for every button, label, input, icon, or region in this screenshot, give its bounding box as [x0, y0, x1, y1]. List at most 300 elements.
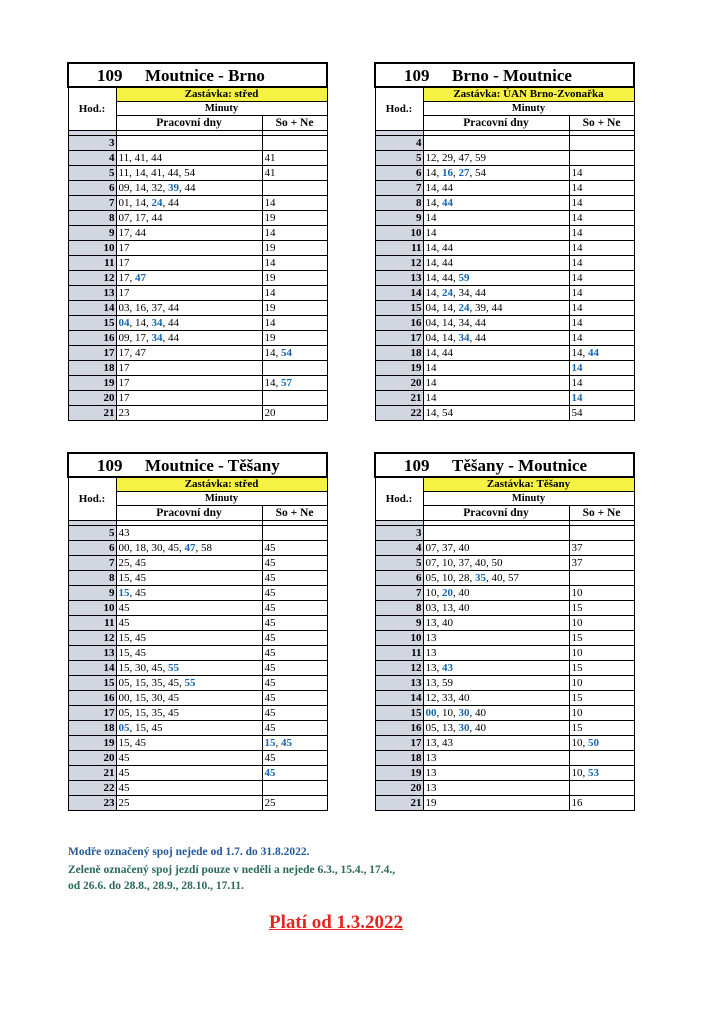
minute-value: 17 [118, 286, 130, 299]
hour-cell: 21 [375, 796, 423, 811]
weekday-minutes [423, 211, 569, 226]
hour-cell: 6 [375, 571, 423, 586]
weekend-minutes [262, 361, 327, 376]
weekday-minutes: 13, 43 [423, 661, 569, 676]
minute-value: 14 [264, 346, 276, 359]
minute-value: 40 [458, 691, 470, 704]
weekday-minutes: 17, 47 [116, 346, 262, 361]
weekend-minutes [569, 301, 634, 316]
minute-value: 28 [458, 571, 470, 584]
minute-value: 13 [425, 676, 437, 689]
weekday-minutes [116, 766, 262, 781]
weekend-minutes [262, 721, 327, 736]
minute-value: 00 [425, 706, 437, 719]
minute-value: 30 [151, 691, 163, 704]
minute-value: 10 [571, 706, 583, 719]
minute-value: 13 [442, 601, 453, 614]
minute-value: 57 [281, 376, 292, 389]
minute-value: 05 [425, 721, 437, 734]
minute-value: 30 [458, 721, 470, 734]
minute-value: 07 [425, 556, 437, 569]
weekday-minutes: 13, 59 [423, 676, 569, 691]
hour-cell: 14 [68, 661, 116, 676]
weekday-minutes: 04, 14, 34, 44 [423, 316, 569, 331]
hour-cell: 6 [68, 541, 116, 556]
table-row [68, 391, 327, 406]
table-row [375, 241, 634, 256]
minute-value: 45 [264, 616, 276, 629]
table-row [375, 541, 634, 556]
hour-cell: 8 [68, 211, 116, 226]
minute-value: 17 [135, 211, 146, 224]
weekend-minutes [569, 361, 634, 376]
hour-cell: 19 [68, 376, 116, 391]
minute-value: 14 [425, 286, 437, 299]
table-row [68, 541, 327, 556]
weekday-minutes: 14, 44 [423, 241, 569, 256]
weekend-minutes [262, 541, 327, 556]
minute-value: 47 [135, 271, 146, 284]
weekend-minutes [569, 661, 634, 676]
minute-value: 13 [425, 736, 437, 749]
minute-value: 14 [571, 241, 583, 254]
weekday-minutes: 15, 45 [116, 586, 262, 601]
minute-value: 44 [168, 301, 179, 314]
weekday-minutes [116, 616, 262, 631]
minute-value: 16 [442, 166, 453, 179]
weekday-minutes: 05, 13, 30, 40 [423, 721, 569, 736]
minute-value: 05 [118, 676, 130, 689]
minute-value: 15 [135, 721, 146, 734]
table-row [68, 241, 327, 256]
table-row [68, 316, 327, 331]
minute-value: 44 [167, 166, 179, 179]
minute-value: 44 [151, 211, 163, 224]
line-number: 109 [404, 455, 430, 475]
minute-value: 43 [442, 661, 453, 674]
hour-cell: 7 [375, 181, 423, 196]
table-row [375, 406, 634, 421]
table-row [68, 331, 327, 346]
minute-value: 15 [135, 706, 146, 719]
minute-value: 10 [442, 571, 453, 584]
minute-value: 14 [425, 241, 437, 254]
weekday-minutes: 00, 10, 30, 40 [423, 706, 569, 721]
minute-value: 05 [425, 571, 437, 584]
minute-value: 39 [475, 301, 486, 314]
weekend-minutes [262, 646, 327, 661]
minute-value: 14 [264, 196, 276, 209]
table-row [68, 556, 327, 571]
minute-value: 45 [264, 661, 276, 674]
weekday-minutes: 01, 14, 24, 44 [116, 196, 262, 211]
minute-value: 33 [442, 691, 453, 704]
minute-value: 29 [442, 151, 453, 164]
minute-value: 34 [151, 316, 163, 329]
minute-value: 45 [264, 691, 276, 704]
weekend-header: So + Ne [262, 506, 327, 521]
table-row [68, 676, 327, 691]
minute-value: 14 [571, 166, 583, 179]
minute-value: 14 [264, 316, 276, 329]
minute-value: 14 [264, 256, 276, 269]
hour-cell: 10 [68, 601, 116, 616]
minute-value: 45 [151, 661, 163, 674]
weekend-minutes [262, 706, 327, 721]
minute-value: 14 [571, 256, 583, 269]
minute-value: 14 [425, 271, 437, 284]
hour-cell: 11 [68, 616, 116, 631]
table-title [68, 63, 327, 87]
table-row [68, 181, 327, 196]
minute-value: 50 [491, 556, 503, 569]
minute-value: 45 [168, 706, 179, 719]
table-row [375, 151, 634, 166]
minute-value: 45 [264, 721, 276, 734]
minute-value: 45 [135, 736, 146, 749]
hour-header: Hod.: [375, 477, 423, 521]
weekend-minutes [262, 676, 327, 691]
table-row [68, 721, 327, 736]
minute-value: 25 [264, 796, 276, 809]
minute-value: 45 [118, 781, 130, 794]
minute-value: 54 [571, 406, 583, 419]
weekend-minutes [262, 181, 327, 196]
minute-value: 00 [118, 691, 130, 704]
hour-cell: 23 [68, 796, 116, 811]
minute-value: 14 [442, 301, 453, 314]
weekend-minutes [569, 571, 634, 586]
minute-value: 44 [491, 301, 503, 314]
hour-cell: 16 [375, 316, 423, 331]
minute-value: 24 [151, 196, 163, 209]
table-row [375, 691, 634, 706]
minute-value: 59 [475, 151, 486, 164]
minute-value: 45 [264, 586, 276, 599]
hour-cell: 15 [68, 676, 116, 691]
weekend-minutes [569, 271, 634, 286]
weekend-minutes [262, 556, 327, 571]
line-number: 109 [404, 65, 430, 85]
table-row [68, 406, 327, 421]
table-title [375, 63, 634, 87]
weekend-header: So + Ne [569, 116, 634, 131]
table-row [68, 631, 327, 646]
weekend-minutes [569, 781, 634, 796]
minute-value: 30 [151, 541, 163, 554]
minute-value: 10 [442, 556, 453, 569]
table-row [68, 781, 327, 796]
minute-value: 13 [425, 616, 437, 629]
minute-value: 12 [425, 151, 437, 164]
weekend-minutes [262, 241, 327, 256]
weekday-minutes: 14, 16, 27, 54 [423, 166, 569, 181]
minute-value: 45 [264, 631, 276, 644]
minute-value: 14 [135, 196, 146, 209]
table-row [68, 301, 327, 316]
weekend-minutes [262, 526, 327, 541]
minute-value: 57 [508, 571, 519, 584]
weekend-minutes [569, 796, 634, 811]
weekday-minutes: 09, 17, 34, 44 [116, 331, 262, 346]
minute-value: 44 [135, 226, 146, 239]
weekday-minutes: 12, 29, 47, 59 [423, 151, 569, 166]
hour-cell: 20 [375, 376, 423, 391]
weekend-minutes [262, 766, 327, 781]
minute-value: 45 [168, 676, 179, 689]
weekday-minutes: 00, 18, 30, 45, 47, 58 [116, 541, 262, 556]
minutes-header: Minuty [116, 102, 327, 116]
minute-value: 19 [425, 796, 437, 809]
weekday-minutes: 05, 10, 28, 35, 40, 57 [423, 571, 569, 586]
minute-value: 37 [458, 556, 470, 569]
minute-value: 12 [425, 691, 437, 704]
weekday-minutes: 07, 17, 44 [116, 211, 262, 226]
table-row [375, 346, 634, 361]
stop-name: Zastávka: střed [116, 87, 327, 102]
minute-value: 15 [118, 586, 130, 599]
weekend-minutes [569, 166, 634, 181]
minute-value: 50 [588, 736, 599, 749]
table-row [68, 271, 327, 286]
weekend-minutes [262, 151, 327, 166]
weekday-minutes [423, 361, 569, 376]
minute-value: 14 [134, 166, 146, 179]
table-row [68, 526, 327, 541]
minute-value: 14 [425, 226, 437, 239]
minute-value: 15 [118, 571, 130, 584]
weekend-minutes [569, 556, 634, 571]
weekday-minutes: 10, 20, 40 [423, 586, 569, 601]
table-row [375, 571, 634, 586]
table-row [375, 391, 634, 406]
weekday-minutes [116, 391, 262, 406]
minute-value: 44 [151, 151, 163, 164]
weekend-minutes: 10, 53 [569, 766, 634, 781]
minute-value: 15 [571, 601, 583, 614]
hour-cell: 18 [68, 721, 116, 736]
hour-cell: 21 [375, 391, 423, 406]
weekday-minutes [423, 226, 569, 241]
weekend-minutes [262, 586, 327, 601]
table-row [375, 361, 634, 376]
minute-value: 20 [264, 406, 276, 419]
table-row [68, 376, 327, 391]
hour-cell: 11 [68, 256, 116, 271]
minute-value: 47 [135, 346, 146, 359]
minute-value: 37 [442, 541, 453, 554]
weekend-minutes [569, 586, 634, 601]
weekday-minutes [116, 136, 262, 151]
minute-value: 54 [184, 166, 196, 179]
weekday-minutes: 07, 10, 37, 40, 50 [423, 556, 569, 571]
minute-value: 45 [264, 706, 276, 719]
minute-value: 17 [135, 331, 146, 344]
weekday-minutes: 14, 44 [423, 196, 569, 211]
minute-value: 44 [588, 346, 599, 359]
minute-value: 13 [442, 721, 453, 734]
minute-value: 14 [571, 181, 583, 194]
weekday-minutes: 14, 44 [423, 181, 569, 196]
minute-value: 45 [135, 571, 146, 584]
table-row [375, 586, 634, 601]
weekday-minutes: 13, 43 [423, 736, 569, 751]
minute-value: 44 [442, 241, 453, 254]
table-row [375, 316, 634, 331]
minutes-header: Minuty [423, 102, 634, 116]
table-row [68, 796, 327, 811]
hour-cell: 11 [375, 241, 423, 256]
hour-cell: 13 [68, 646, 116, 661]
weekend-minutes: 10, 50 [569, 736, 634, 751]
weekday-minutes: 14, 44 [423, 256, 569, 271]
minute-value: 59 [458, 271, 470, 284]
minute-value: 55 [168, 661, 179, 674]
table-row [375, 211, 634, 226]
weekday-header: Pracovní dny [116, 116, 262, 131]
table-title [68, 453, 327, 477]
weekday-minutes: 15, 45 [116, 646, 262, 661]
minute-value: 41 [264, 151, 276, 164]
hour-cell: 13 [68, 286, 116, 301]
minute-value: 45 [118, 766, 130, 779]
minute-value: 17 [118, 226, 130, 239]
minute-value: 45 [118, 601, 130, 614]
table-row [375, 286, 634, 301]
table-row [68, 166, 327, 181]
table-row [68, 751, 327, 766]
minute-value: 09 [118, 181, 130, 194]
minute-value: 37 [151, 301, 163, 314]
table-row [68, 256, 327, 271]
weekday-minutes [423, 376, 569, 391]
minute-value: 47 [458, 151, 470, 164]
table-row [375, 301, 634, 316]
table-row [375, 616, 634, 631]
weekday-minutes: 11, 14, 41, 44, 54 [116, 166, 262, 181]
weekday-minutes: 03, 13, 40 [423, 601, 569, 616]
minute-value: 19 [264, 331, 276, 344]
minute-value: 44 [184, 181, 196, 194]
weekend-minutes [262, 211, 327, 226]
weekday-header: Pracovní dny [423, 116, 569, 131]
minute-value: 45 [264, 766, 276, 779]
route-name: Brno - Moutnice [452, 65, 572, 85]
weekday-minutes [423, 751, 569, 766]
hour-cell: 13 [375, 676, 423, 691]
table-row [68, 151, 327, 166]
weekend-minutes [569, 136, 634, 151]
table-row [375, 736, 634, 751]
table-row [375, 721, 634, 736]
minute-value: 14 [571, 196, 583, 209]
weekday-minutes [116, 256, 262, 271]
weekend-header: So + Ne [569, 506, 634, 521]
weekday-minutes [116, 376, 262, 391]
weekend-header: So + Ne [262, 116, 327, 131]
minute-value: 40 [442, 616, 453, 629]
line-number: 109 [97, 65, 123, 85]
hour-header: Hod.: [68, 87, 116, 131]
table-row [68, 211, 327, 226]
hour-cell: 15 [375, 301, 423, 316]
hour-cell: 11 [375, 646, 423, 661]
table-row [375, 226, 634, 241]
weekday-minutes: 04, 14, 34, 44 [116, 316, 262, 331]
weekend-minutes [569, 241, 634, 256]
minute-value: 45 [264, 571, 276, 584]
minute-value: 10 [571, 736, 583, 749]
minute-value: 45 [264, 676, 276, 689]
weekend-minutes [569, 631, 634, 646]
route-name: Moutnice - Brno [145, 65, 265, 85]
weekday-header: Pracovní dny [116, 506, 262, 521]
weekend-minutes [569, 331, 634, 346]
hour-cell: 6 [375, 166, 423, 181]
table-row [375, 376, 634, 391]
weekday-minutes [423, 631, 569, 646]
minute-value: 14 [571, 376, 583, 389]
weekend-minutes [569, 751, 634, 766]
weekend-minutes [262, 616, 327, 631]
weekday-minutes: 09, 14, 32, 39, 44 [116, 181, 262, 196]
minute-value: 45 [135, 631, 146, 644]
weekday-minutes [116, 361, 262, 376]
hour-cell: 9 [375, 616, 423, 631]
minute-value: 10 [571, 766, 583, 779]
minute-value: 16 [135, 301, 146, 314]
minute-value: 10 [442, 706, 453, 719]
hour-cell: 20 [375, 781, 423, 796]
weekday-minutes [423, 391, 569, 406]
weekday-minutes [116, 406, 262, 421]
minute-value: 13 [425, 661, 437, 674]
minute-value: 45 [264, 646, 276, 659]
hour-cell: 10 [375, 631, 423, 646]
minute-value: 44 [442, 196, 453, 209]
minute-value: 44 [442, 181, 453, 194]
weekday-minutes: 25, 45 [116, 556, 262, 571]
minute-value: 05 [118, 706, 130, 719]
weekday-minutes: 12, 33, 40 [423, 691, 569, 706]
weekend-minutes [569, 721, 634, 736]
table-row [375, 646, 634, 661]
minute-value: 14 [264, 286, 276, 299]
minute-value: 44 [442, 346, 453, 359]
minute-value: 30 [458, 706, 470, 719]
hour-cell: 7 [68, 556, 116, 571]
table-title [375, 453, 634, 477]
weekday-minutes: 04, 14, 24, 39, 44 [423, 301, 569, 316]
hour-cell: 14 [375, 286, 423, 301]
hour-cell: 5 [375, 556, 423, 571]
weekend-minutes [262, 796, 327, 811]
hour-cell: 18 [375, 751, 423, 766]
weekend-minutes [569, 316, 634, 331]
hour-cell: 14 [375, 691, 423, 706]
weekend-minutes [262, 406, 327, 421]
hour-cell: 3 [68, 136, 116, 151]
stop-name: Zastávka: Těšany [423, 477, 634, 492]
hour-cell: 3 [375, 526, 423, 541]
hour-cell: 21 [68, 406, 116, 421]
minute-value: 40 [475, 706, 486, 719]
weekday-minutes: 14, 24, 34, 44 [423, 286, 569, 301]
weekday-minutes [116, 601, 262, 616]
table-row [68, 661, 327, 676]
weekend-minutes [569, 391, 634, 406]
minute-value: 07 [118, 211, 130, 224]
